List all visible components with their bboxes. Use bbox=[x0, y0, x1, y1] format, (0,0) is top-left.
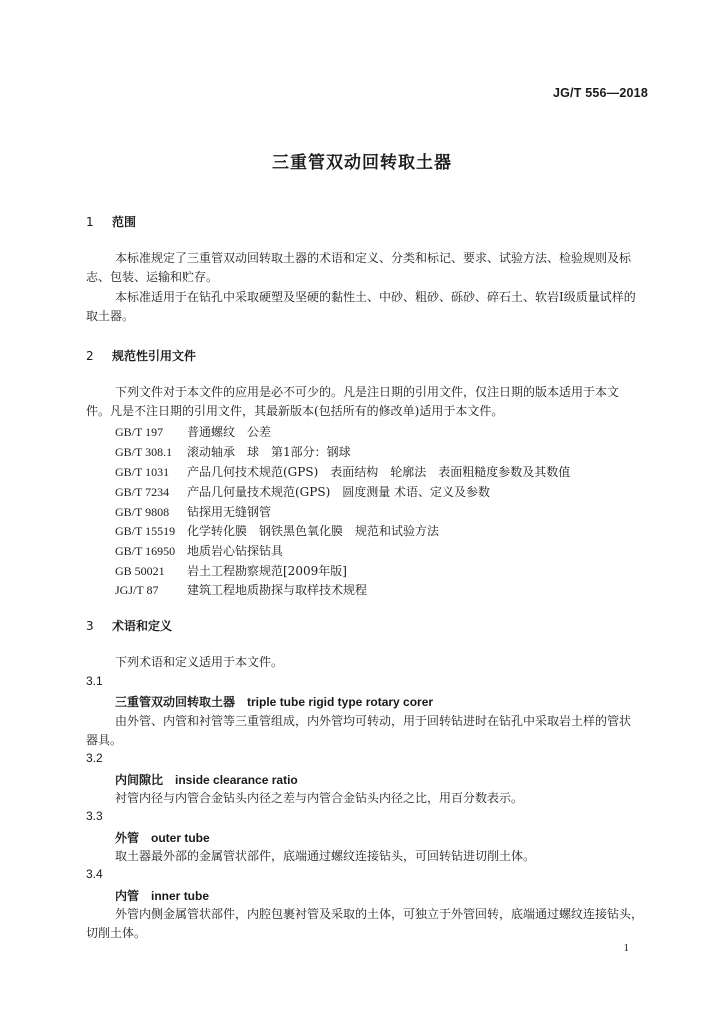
term-heading bbox=[115, 829, 210, 846]
clause-number: 3.3 bbox=[86, 809, 103, 823]
term-english: inside clearance ratio bbox=[175, 773, 298, 787]
term-heading bbox=[115, 887, 209, 904]
term-heading bbox=[115, 771, 298, 788]
reference-item bbox=[115, 423, 271, 440]
section-2-intro-line-2: 件。凡是不注日期的引用文件，其最新版本(包括所有的修改单)适用于本文件。 bbox=[86, 404, 504, 418]
term-chinese: 外管 bbox=[115, 831, 140, 845]
reference-code: JGJ/T 87 bbox=[115, 583, 159, 597]
clause-number: 3.1 bbox=[86, 674, 103, 688]
reference-code: GB 50021 bbox=[115, 564, 165, 578]
section-3-intro: 下列术语和定义适用于本文件。 bbox=[115, 655, 284, 669]
term-definition-line-1: 取土器最外部的金属管状部件，底端通过螺纹连接钻头，可回转钻进切削土体。 bbox=[115, 849, 536, 863]
term-english: triple tube rigid type rotary corer bbox=[247, 695, 434, 709]
section-3-number: 3 bbox=[86, 619, 94, 633]
section-3-title: 术语和定义 bbox=[112, 619, 173, 633]
reference-title: 滚动轴承 球 第1部分：钢球 bbox=[187, 445, 351, 459]
clause-number: 3.4 bbox=[86, 867, 103, 881]
term-english: outer tube bbox=[151, 831, 210, 845]
reference-item bbox=[115, 443, 351, 460]
reference-code: GB/T 1031 bbox=[115, 465, 170, 479]
reference-code: GB/T 197 bbox=[115, 425, 164, 439]
section-1-paragraph-2-line-1: 本标准适用于在钻孔中采取硬塑及坚硬的黏性土、中砂、粗砂、砾砂、碎石土、软岩Ⅰ级质量试样的 bbox=[115, 290, 636, 304]
section-3-heading bbox=[86, 617, 172, 634]
section-1-number: 1 bbox=[86, 215, 94, 229]
reference-title: 产品几何技术规范(GPS) 表面结构 轮廓法 表面粗糙度参数及其数值 bbox=[187, 465, 571, 479]
term-definition-line-1: 衬管内径与内管合金钻头内径之差与内管合金钻头内径之比，用百分数表示。 bbox=[115, 791, 524, 805]
reference-code: GB/T 7234 bbox=[115, 485, 170, 499]
reference-item bbox=[115, 542, 283, 559]
term-heading bbox=[115, 693, 433, 710]
page-number: 1 bbox=[623, 942, 629, 954]
term-definition-line-2: 切削土体。 bbox=[86, 926, 147, 940]
reference-item bbox=[115, 463, 570, 480]
reference-code: GB/T 9808 bbox=[115, 505, 170, 519]
section-2-intro-line-1: 下列文件对于本文件的应用是必不可少的。凡是注日期的引用文件，仅注日期的版本适用于本文 bbox=[115, 385, 620, 399]
reference-code: GB/T 16950 bbox=[115, 544, 176, 558]
reference-code: GB/T 308.1 bbox=[115, 445, 173, 459]
term-chinese: 内管 bbox=[115, 889, 140, 903]
reference-title: 钻探用无缝钢管 bbox=[187, 505, 272, 519]
term-chinese: 内间隙比 bbox=[115, 773, 164, 787]
reference-title: 产品几何量技术规范(GPS) 圆度测量 术语、定义及参数 bbox=[187, 485, 491, 499]
section-2-heading bbox=[86, 347, 196, 364]
section-1-title: 范围 bbox=[112, 215, 137, 229]
reference-item bbox=[115, 522, 439, 539]
term-chinese: 三重管双动回转取土器 bbox=[115, 695, 236, 709]
reference-code: GB/T 15519 bbox=[115, 524, 176, 538]
term-definition-line-1: 由外管、内管和衬管等三重管组成，内外管均可转动，用于回转钻进时在钻孔中采取岩土样的管状 bbox=[115, 714, 632, 728]
reference-title: 普通螺纹 公差 bbox=[187, 425, 272, 439]
term-english: inner tube bbox=[151, 889, 210, 903]
reference-item bbox=[115, 581, 367, 598]
section-2-title: 规范性引用文件 bbox=[112, 349, 197, 363]
standard-code: JG/T 556—2018 bbox=[552, 86, 648, 100]
section-1-paragraph-2-line-2: 取土器。 bbox=[86, 309, 135, 323]
section-1-heading bbox=[86, 213, 136, 230]
section-1-paragraph-1-line-2: 志、包装、运输和贮存。 bbox=[86, 270, 219, 284]
reference-title: 岩土工程勘察规范[2009年版] bbox=[187, 564, 347, 578]
reference-title: 化学转化膜 钢铁黑色氧化膜 规范和试验方法 bbox=[187, 524, 440, 538]
term-definition-line-2: 器具。 bbox=[86, 733, 123, 747]
term-definition-line-1: 外管内侧金属管状部件，内腔包裹衬管及采取的土体，可独立于外管回转，底端通过螺纹连接钻头， bbox=[115, 907, 644, 921]
reference-title: 建筑工程地质勘探与取样技术规程 bbox=[187, 583, 368, 597]
clause-number: 3.2 bbox=[86, 751, 103, 765]
section-1-paragraph-1-line-1: 本标准规定了三重管双动回转取土器的术语和定义、分类和标记、要求、试验方法、检验规则及标 bbox=[115, 251, 632, 265]
reference-item bbox=[115, 562, 347, 579]
document-title: 三重管双动回转取土器 bbox=[272, 153, 452, 173]
reference-item bbox=[115, 483, 490, 500]
section-2-number: 2 bbox=[86, 349, 94, 363]
reference-item bbox=[115, 503, 271, 520]
reference-title: 地质岩心钻探钻具 bbox=[187, 544, 284, 558]
